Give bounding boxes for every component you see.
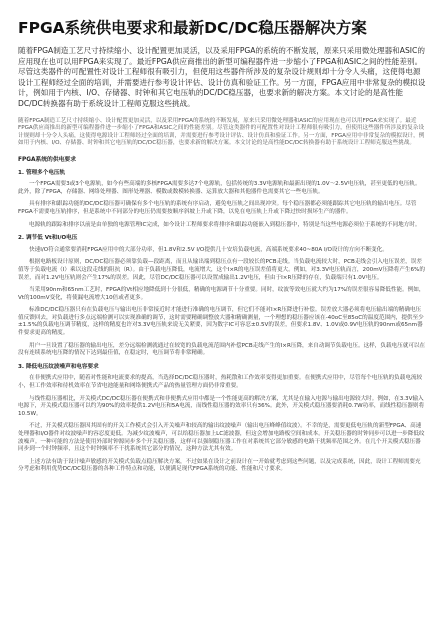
body-paragraph: 根据电路板设计原则，DC/DC稳压器必须靠负载—段距离，而且从输出端到稳压点有一段较长的PCB走线。当负载电流较大时，PCB走线会引入电压误差，误差值等于负载电流（I）乘以这段走线的阻抗（R）。由于负载电压降低，电流增大，这个I×R的电压误差值将更大。例如，对3.3V电压轨而言，200mV压降将产生6%的误差，而对1.2V电压轨则会产生17%的误差。因此，尽管DC/DC稳压器可以设置成输出1.2V电压，但由于I×R压降的存在，负载端只有1.0V电压。 [18,259,425,281]
body-paragraph: 不过，开关模式稳压器因其固有的开关工作模式会引入开关噪声和较高的输出纹波噪声（输出电压峰峰值纹波）。不幸的是，需要更低电压轨的新型FPGA、高速处理器和I/O器件对纹波噪声的容忍度更低。为减少纹波噪声，可以给稳压器加上LC滤波器，但这会增加电路板空间和成本。开关稳压器的时钟同步可以进一步降低纹波噪声。一种可能的方法是使用外部时钟源同步多个开关稳压器，这样可以强制稳压器工作在对系统其它部分敏感的电路干扰频率范围之外。在几个开关模式稳压器同步到一个时钟频率，且这个时钟频率不干扰系统其它部分的情况，这种方法尤其有效。 [18,423,425,453]
body-paragraph: 与线性稳压器相比，开关模式DC/DC稳压器在便携式和非便携式应用中都是一个性能更高的解决方案，尤其是在输入电源与输出电源较大时。例如，在3.3V输入电源下，开关模式稳压器可以约为90%的效率提供1.2V电压和5A电流，而线性稳压器的效率只有36%。此外，开关模式稳压器要消耗0.7W功率，而线性稳压器则将10.5W。 [18,395,425,417]
body-paragraph: 标准DC/DC稳压器只有在负载电压与输出电压非常接近时才能进行准确的电压调节，但它们不能对I×R压降进行补偿。误差放大器必须将电压输出端的精确电压值反馈回去，对负载进行多点远端检测可以实现准确的调节，这时需要精确调整放大器和精确测量，一个理想的稳压器应该在-40oC至85oC的温度范围内，提供至少±1.5%的负载电压调节精度，这样的精度也许对3.3V电压轨来说无关紧要，因为数字IC可容忍±0.5V的误差，但要求1.8V、1.0V或0.9V电压轨的90nm或65nm器件要求更高的精度。 [18,307,424,337]
document-title: FPGA系统供电要求和最新DC/DC稳压器解决方案 [18,19,367,37]
lead-paragraph: 随着FPGA制造工艺尺寸持续缩小、设计配置更加灵活，以及采用FPGA的系统的不断发展，原来只采用微处理器和ASIC的应用现在也可以用FPGA来实现了。最近FPGA供应商推出的新型可编程器件进一步缩小了FPGA和ASIC之间的性能差别。尽管这类器件的可配置性对设计工程师很有吸引力，但使用这些器件所涉及的复杂设计规则却十分令人头痛，这使得电源设计工程师经过全面的培训，并需要进行参考设计评估、设计仿真和验证工作。另一方面，FPGA应用中非常复杂的模拟设计，例如用于内核、I/O、存储器、时钟和其它电压轨的DC/DC稳压器，也要求新的解决方案。本文讨论的是高性能DC/DC转换器有助于系统设计工程师克服这些挑战。 [18,46,426,108]
body-paragraph: 一个FPGA需要3或3个电源轨，如今有些高端的多核FPGA需要多达7个电源轨，包括传统的3.3V电源轨和最新出现的1.0V～2.5V电压轨，甚至更低的电压轨。此外，除了FPGA，存储器、网络处理器、图形处理器、模数或数模转换器、运算放大器和其他器件也需要其它一些电压轨。 [18,181,421,195]
subheading-multiple-rails: 1. 管理多个电压轨 [18,169,66,176]
summary-paragraph: 随着FPGA制造工艺尺寸持续缩小、设计配置更加灵活，以及采用FPGA的系统的不断发展，原来只采用微处理器和ASIC的应用现在也可以用FPGA来实现了。最近FPGA供应商推出的新型可编程器件进一步缩小了FPGA和ASIC之间的性能差别。尽管这类器件的可配置性对设计工程师很有吸引力，但使用这些器件所涉及的复杂设计规则却十分令人头痛，这使得电源设计工程师经过全面的培训，并需要进行参考设计评估、设计仿真和验证工作。另一方面，FPGA应用中非常复杂的模拟设计，例如用于内核、I/O、存储器、时钟和其它电压轨的DC/DC稳压器，也要求新的解决方案。本文讨论的是高性能DC/DC转换器有助于系统设计工程师克服这些挑战。 [18,117,425,147]
section-heading-power-requirements: FPGA系统的供电要求 [18,156,77,163]
subheading-ripple-noise: 3. 降低电压纹波噪声和电容要求 [18,363,99,370]
body-paragraph: 用户一旦设置了稳压器的输出电压，差分远端检测就通过在较宽的负载电流范围内补偿PCB走线产生的I×R压降，来自动调节负载电压。这样，负载电压就可以在没有连续系统电压降的情况下达到最佳值，在稳定时，电压调节将非常精确。 [18,342,426,357]
body-paragraph: 具有排序和跟踪功能的DC/DC稳压器可确保有多个电压轨的系统有序启动，避免电压轨之间出现冲突。每个稳压器都必须能跟踪其它电压轨的输出电压。尽管FPGA不需要电压轨排序，但是系统中不同部分的电压仍需要按顺序斜坡上升或下降，以免在电压轨上升或下降过快时损坏生产的器件。 [18,201,417,215]
subheading-low-voltage-regulation: 2. 调节低 Vt和I/O电压 [18,235,78,242]
body-paragraph: 快速I/O符合通常要消耗FPGA应用中的大部分功率，但1.8V和2.5V I/O提供几十安培负载电流，高端系统要求40~80A I/O设计的方向不断变化。 [29,246,388,253]
body-paragraph: 在非便携式应用中，随着对性能和电流要求的提高，当选择DC/DC稳压器时，热耗散和工作效率变得更加重要。在便携式应用中，尽管每个电压轨的负载电流较小，但工作效率和待机效率在节省电池能量和网络便携式产品的热量管理方面仍非常重要。 [18,375,423,390]
body-paragraph: 电源轨的跟踪和排序以前是由单独的电源管理IC完成，如今设计工程师要求将排序和跟踪功能嵌入到稳压器中，特别是当这些电源必须位于系统的不同地方时。 [29,221,421,228]
body-paragraph: 当采用90nm和65nm工艺时，FPGA的Vt相应地降低到十分很低，精确的电源调节十分重要。同时，纹波等效电压就大约为17%的误差很容易降低性能。例如，Vt的100mV变化，将使漏电流增大10倍或者更多。 [18,287,425,301]
body-paragraph: 上述方法有助于设计噪声敏感的开关模式负载点稳压解决方案，不过如果在设计之前设计在一开始就考虑到这些问题，以及完成系统，因此，设计工程师需要充分考虑和利用优势DC/DC稳压器的各种工作特点和功能，以便满足现代FPGA系统的功能、性能和尺寸要求。 [18,458,421,473]
